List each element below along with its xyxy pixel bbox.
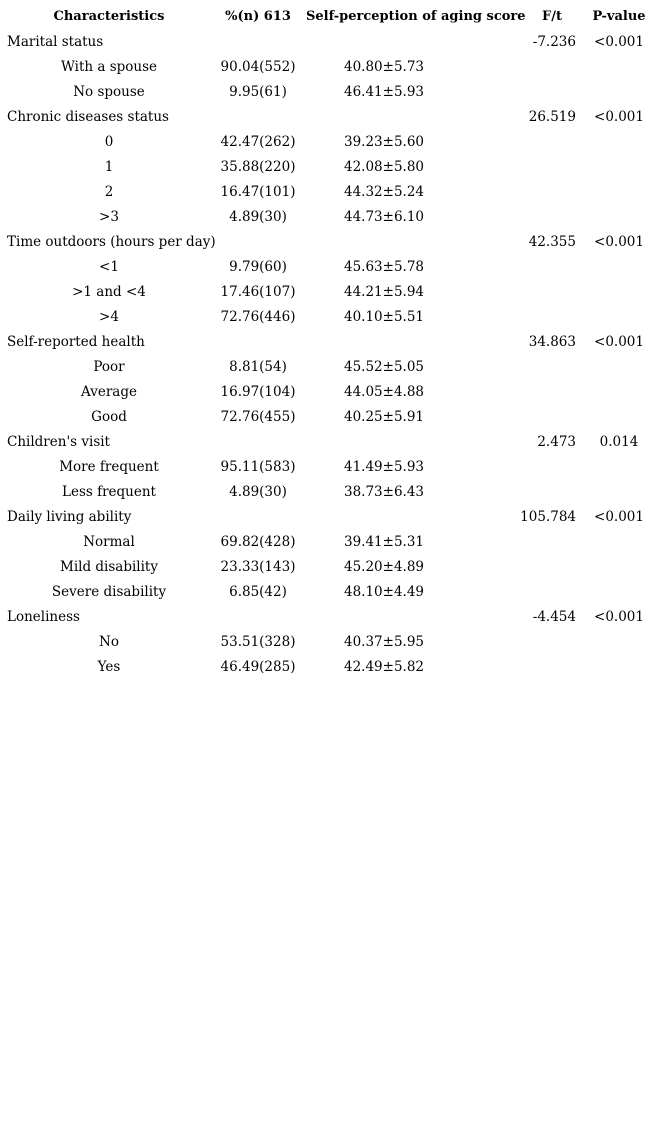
subgroup-label: 2 [104, 183, 114, 200]
subgroup-label: Good [91, 408, 127, 425]
table-row [0, 129, 654, 154]
category-label: Children's visit [7, 433, 110, 450]
subgroup-label: No [99, 633, 119, 650]
p-value-cell: <0.001 [594, 233, 644, 250]
aging-score-cell: 46.41±5.93 [343, 83, 425, 100]
p-value-cell [584, 529, 654, 554]
percent-n-cell: 6.85(42) [229, 583, 287, 600]
aging-score-cell: 42.08±5.80 [343, 158, 425, 175]
percent-n-cell: 4.89(30) [229, 208, 287, 225]
percent-n-cell: 16.47(101) [220, 183, 296, 200]
category-row [0, 429, 654, 454]
table-row [0, 454, 654, 479]
table-row [0, 79, 654, 104]
p-value-cell: <0.001 [594, 608, 644, 625]
percent-n-cell: 46.49(285) [220, 658, 296, 675]
p-value-cell [584, 654, 654, 679]
f-t-cell [520, 79, 584, 104]
aging-score-cell: 39.41±5.31 [343, 533, 425, 550]
subgroup-label: Less frequent [62, 483, 156, 500]
f-t-cell [520, 479, 584, 504]
aging-score-cell: 41.49±5.93 [343, 458, 425, 475]
percent-n-cell: 8.81(54) [229, 358, 287, 375]
category-label: Loneliness [7, 608, 80, 625]
f-t-cell [520, 304, 584, 329]
subgroup-label: More frequent [59, 458, 159, 475]
p-value-cell [584, 554, 654, 579]
header-p-value: P-value [592, 9, 646, 24]
f-t-cell: 42.355 [528, 233, 576, 250]
f-t-cell [520, 254, 584, 279]
percent-n-cell: 9.79(60) [229, 258, 287, 275]
percent-n-cell: 69.82(428) [220, 533, 296, 550]
table-row [0, 204, 654, 229]
p-value-cell [584, 404, 654, 429]
category-row [0, 604, 654, 629]
p-value-cell [584, 354, 654, 379]
f-t-cell [520, 154, 584, 179]
aging-score-cell: 45.63±5.78 [343, 258, 425, 275]
f-t-cell [520, 454, 584, 479]
aging-score-cell [298, 429, 520, 454]
subgroup-label: 0 [104, 133, 114, 150]
aging-score-cell [298, 29, 520, 54]
aging-score-cell: 40.25±5.91 [343, 408, 425, 425]
subgroup-label: <1 [99, 258, 119, 275]
aging-score-cell: 44.73±6.10 [343, 208, 425, 225]
subgroup-label: >1 and <4 [72, 283, 146, 300]
table-row [0, 279, 654, 304]
subgroup-label: >3 [99, 208, 119, 225]
percent-n-cell: 4.89(30) [229, 483, 287, 500]
table-row [0, 404, 654, 429]
f-t-cell: 2.473 [537, 433, 576, 450]
category-label: Chronic diseases status [7, 108, 169, 125]
percent-n-cell: 23.33(143) [220, 558, 296, 575]
f-t-cell [520, 354, 584, 379]
table-row [0, 354, 654, 379]
table-row [0, 529, 654, 554]
table-row [0, 304, 654, 329]
aging-score-cell: 44.32±5.24 [343, 183, 425, 200]
f-t-cell [520, 179, 584, 204]
f-t-cell: -7.236 [532, 33, 576, 50]
percent-n-cell: 42.47(262) [220, 133, 296, 150]
aging-score-cell: 44.21±5.94 [343, 283, 425, 300]
p-value-cell [584, 454, 654, 479]
p-value-cell [584, 79, 654, 104]
aging-score-cell [298, 104, 520, 129]
aging-score-cell [298, 329, 520, 354]
table-row [0, 479, 654, 504]
subgroup-label: Normal [83, 533, 135, 550]
table-row [0, 254, 654, 279]
percent-n-cell: 9.95(61) [229, 83, 287, 100]
f-t-cell: -4.454 [532, 608, 576, 625]
category-label: Self-reported health [7, 333, 145, 350]
f-t-cell [520, 654, 584, 679]
subgroup-label: No spouse [73, 83, 145, 100]
p-value-cell: <0.001 [594, 33, 644, 50]
p-value-cell: <0.001 [594, 333, 644, 350]
p-value-cell [584, 629, 654, 654]
percent-n-cell [218, 504, 298, 529]
f-t-cell [520, 54, 584, 79]
table-row [0, 554, 654, 579]
percent-n-cell [218, 229, 298, 254]
aging-score-cell [298, 229, 520, 254]
aging-score-cell: 42.49±5.82 [343, 658, 425, 675]
category-label: Marital status [7, 33, 104, 50]
f-t-cell [520, 129, 584, 154]
subgroup-label: >4 [99, 308, 119, 325]
percent-n-cell: 95.11(583) [220, 458, 296, 475]
header-percent-n: %(n) 613 [225, 9, 291, 24]
percent-n-cell: 90.04(552) [220, 58, 296, 75]
aging-score-cell: 40.37±5.95 [343, 633, 425, 650]
p-value-cell: <0.001 [594, 108, 644, 125]
subgroup-label: Yes [97, 658, 121, 675]
aging-score-cell: 38.73±6.43 [343, 483, 425, 500]
category-row [0, 104, 654, 129]
aging-score-cell: 40.10±5.51 [343, 308, 425, 325]
subgroup-label: Severe disability [51, 583, 167, 600]
f-t-cell: 105.784 [520, 508, 576, 525]
p-value-cell [584, 279, 654, 304]
table-row [0, 379, 654, 404]
aging-score-cell: 44.05±4.88 [343, 383, 425, 400]
header-characteristics: Characteristics [53, 9, 165, 24]
subgroup-label: Average [81, 383, 137, 400]
percent-n-cell: 72.76(455) [220, 408, 296, 425]
aging-score-cell: 45.52±5.05 [343, 358, 425, 375]
f-t-cell [520, 204, 584, 229]
p-value-cell [584, 379, 654, 404]
percent-n-cell [218, 429, 298, 454]
table-row [0, 179, 654, 204]
table-row [0, 654, 654, 679]
percent-n-cell [218, 104, 298, 129]
p-value-cell [584, 129, 654, 154]
f-t-cell: 34.863 [528, 333, 576, 350]
table-row [0, 54, 654, 79]
category-row [0, 229, 654, 254]
category-row [0, 329, 654, 354]
category-label: Daily living ability [7, 508, 132, 525]
percent-n-cell: 16.97(104) [220, 383, 296, 400]
f-t-cell [520, 279, 584, 304]
table-row [0, 154, 654, 179]
aging-score-cell: 40.80±5.73 [343, 58, 425, 75]
subgroup-label: 1 [104, 158, 114, 175]
subgroup-label: Mild disability [60, 558, 158, 575]
aging-score-cell: 39.23±5.60 [343, 133, 425, 150]
p-value-cell [584, 179, 654, 204]
aging-score-cell: 48.10±4.49 [343, 583, 425, 600]
table-row [0, 629, 654, 654]
percent-n-cell: 17.46(107) [220, 283, 296, 300]
f-t-cell [520, 529, 584, 554]
percent-n-cell: 35.88(220) [220, 158, 296, 175]
aging-score-cell [298, 504, 520, 529]
aging-score-cell [298, 604, 520, 629]
header-f-t: F/t [542, 9, 562, 24]
category-row [0, 504, 654, 529]
p-value-cell [584, 54, 654, 79]
table-row [0, 579, 654, 604]
f-t-cell [520, 579, 584, 604]
p-value-cell: 0.014 [599, 433, 639, 450]
f-t-cell: 26.519 [528, 108, 576, 125]
p-value-cell [584, 204, 654, 229]
f-t-cell [520, 629, 584, 654]
percent-n-cell: 53.51(328) [220, 633, 296, 650]
p-value-cell [584, 479, 654, 504]
category-label: Time outdoors (hours per day) [7, 233, 216, 250]
subgroup-label: Poor [93, 358, 125, 375]
header-row [0, 4, 654, 29]
category-row [0, 29, 654, 54]
aging-score-cell: 45.20±4.89 [343, 558, 425, 575]
subgroup-label: With a spouse [60, 58, 158, 75]
p-value-cell [584, 254, 654, 279]
f-t-cell [520, 404, 584, 429]
p-value-cell [584, 154, 654, 179]
f-t-cell [520, 379, 584, 404]
percent-n-cell: 72.76(446) [220, 308, 296, 325]
percent-n-cell [218, 29, 298, 54]
p-value-cell: <0.001 [594, 508, 644, 525]
p-value-cell [584, 304, 654, 329]
header-aging-score: Self-perception of aging score [306, 9, 526, 24]
p-value-cell [584, 579, 654, 604]
f-t-cell [520, 554, 584, 579]
characteristics-table [0, 4, 654, 679]
percent-n-cell [218, 329, 298, 354]
percent-n-cell [218, 604, 298, 629]
